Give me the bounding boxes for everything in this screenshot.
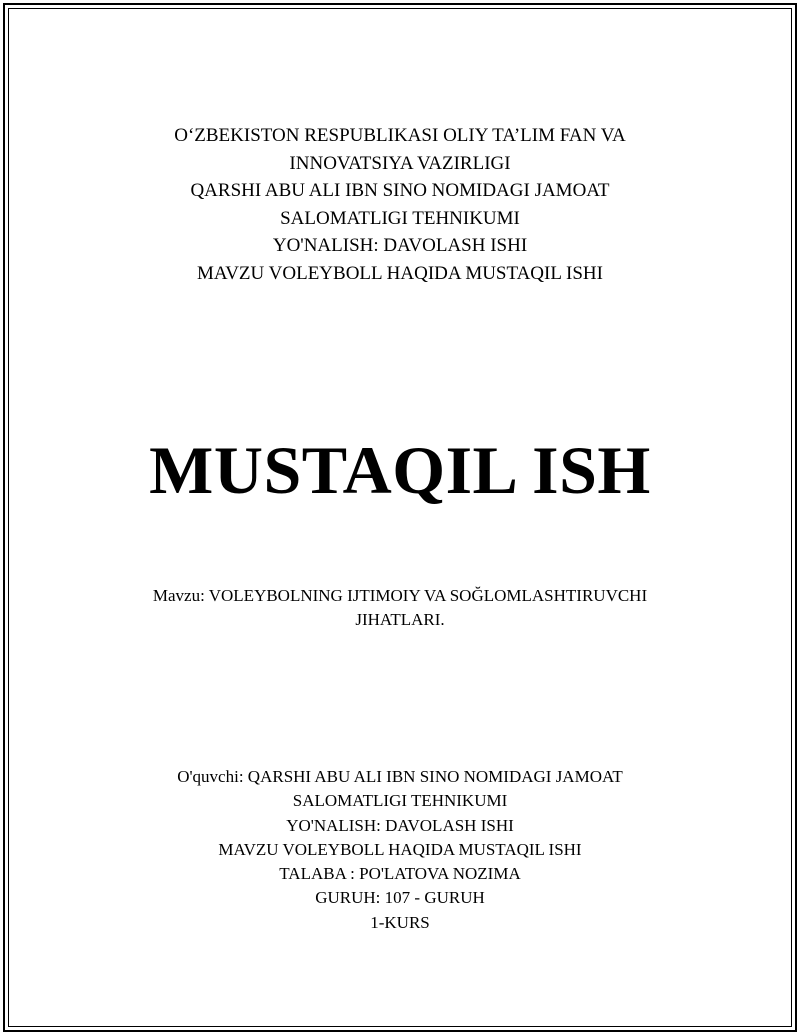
topic-block <box>0 584 800 632</box>
student-line-name: TALABA : PO'LATOVA NOZIMA <box>279 864 521 884</box>
topic-line-1: Mavzu: VOLEYBOLNING IJTIMOIY VA SOĞLOMLASHTIRUVCHI <box>152 586 648 605</box>
header-line-ministry-2: INNOVATSIYA VAZIRLIGI <box>289 152 511 174</box>
student-line-direction: YO'NALISH: DAVOLASH ISHI <box>286 815 514 835</box>
document-title: MUSTAQIL ISH <box>149 432 651 508</box>
student-info-block <box>0 765 800 935</box>
header-line-institution-1: QARSHI ABU ALI IBN SINO NOMIDAGI JAMOAT <box>190 180 610 201</box>
header-line-subject: MAVZU VOLEYBOLL HAQIDA MUSTAQIL ISHI <box>197 262 603 284</box>
header-line-ministry-1: O‘ZBEKISTON RESPUBLIKASI OLIY TA’LIM FAN VA <box>174 125 626 146</box>
student-line-institution-1: O'quvchi: QARSHI ABU ALI IBN SINO NOMIDAGI JAMOAT <box>177 767 623 786</box>
student-line-institution-2: SALOMATLIGI TEHNIKUMI <box>292 791 508 811</box>
student-line-subject: MAVZU VOLEYBOLL HAQIDA MUSTAQIL ISHI <box>218 839 582 859</box>
topic-line-2: JIHATLARI. <box>355 610 445 629</box>
student-line-course: 1-KURS <box>370 912 430 932</box>
student-line-group: GURUH: 107 - GURUH <box>315 888 485 908</box>
header-line-institution-2: SALOMATLIGI TEHNIKUMI <box>280 207 520 229</box>
header-line-direction: YO'NALISH: DAVOLASH ISHI <box>272 235 528 256</box>
header-block <box>0 122 800 287</box>
